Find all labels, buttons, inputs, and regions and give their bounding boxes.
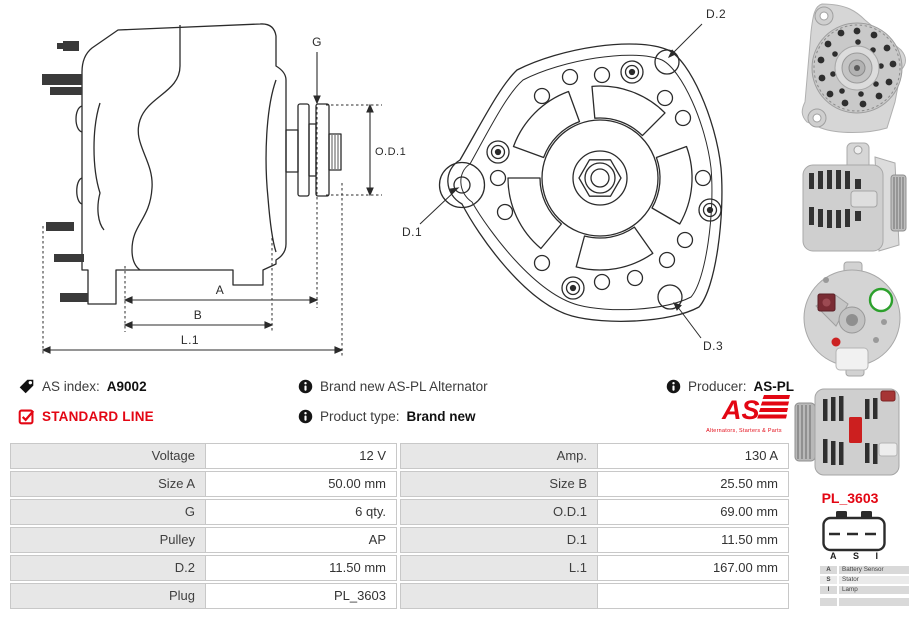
table-row [10,443,790,469]
plug-name-label: PL_3603 [821,490,879,506]
dim-label-od1: O.D.1 [375,146,407,158]
dim-label-d3: D.3 [703,339,724,353]
producer-label: Producer: [688,378,747,394]
as-index-row [18,376,147,396]
spec-value: 11.50 mm [597,527,789,553]
plug-pin-desc: Lamp [839,586,909,594]
dim-label-d2: D.2 [706,7,727,21]
plug-pin-i: I [875,551,878,561]
producer-value: AS-PL [753,378,795,394]
spec-label: G [10,499,206,525]
dim-label-d1: D.1 [402,225,423,239]
spec-label: Amp. [400,443,598,469]
spec-value: 25.50 mm [597,471,789,497]
dim-label-g: G [312,35,322,49]
product-photo-side-right[interactable] [795,139,910,258]
checkbox-checked-icon [18,408,35,425]
product-type-value: Brand new [406,408,476,424]
mounting-studs [42,41,88,302]
legend-row [820,586,909,594]
table-row [10,499,790,525]
dim-label-b: B [193,308,203,322]
plug-pin-letters [830,551,878,561]
brand-new-row [298,376,488,396]
standard-line-row [18,406,154,426]
spec-value: 130 A [597,443,789,469]
spec-label: Plug [10,583,206,609]
plug-pin-desc: Battery Sensor [839,566,909,574]
spec-value: 6 qty. [205,499,397,525]
dim-label-l1: L.1 [180,333,200,347]
spec-label [400,583,598,609]
plug-pin-s: S [852,551,859,561]
table-row [10,471,790,497]
spec-table [10,443,790,611]
product-type-label: Product type: [320,408,400,424]
info-icon [298,409,313,424]
front-view-drawing [400,0,740,365]
info-icon [298,379,313,394]
as-index-label: AS index: [42,378,100,394]
spec-label: L.1 [400,555,598,581]
product-photo-rear[interactable] [796,256,908,380]
plug-pin-a: A [830,551,837,561]
plug-diagram [822,510,886,552]
side-view-drawing [30,8,415,360]
spec-value: 69.00 mm [597,499,789,525]
dim-label-a: A [215,283,225,297]
tag-icon [18,378,35,395]
legend-row [820,576,909,584]
spec-label: Size B [400,471,598,497]
spec-value: 50.00 mm [205,471,397,497]
spec-value: AP [205,527,397,553]
plug-pin-label: S [820,576,837,584]
product-photo-front[interactable] [797,2,909,134]
brand-new-text: Brand new AS-PL Alternator [320,378,488,394]
legend-row [820,566,909,574]
spec-label: Size A [10,471,206,497]
product-type-row [298,406,476,426]
spec-label: Pulley [10,527,206,553]
plug-pin-desc: Stator [839,576,909,584]
spec-label: D.1 [400,527,598,553]
spec-value: PL_3603 [205,583,397,609]
as-pl-logo [694,392,794,436]
plug-pin-label: I [820,586,837,594]
table-row [10,583,790,609]
spec-value: 12 V [205,443,397,469]
logo-text: AS [722,395,760,425]
standard-line-badge: STANDARD LINE [42,408,154,424]
spec-label: Voltage [10,443,206,469]
as-index-value: A9002 [106,378,147,394]
logo-tagline: Alternators, Starters & Parts [706,428,782,434]
spec-label: D.2 [10,555,206,581]
table-row [10,527,790,553]
spec-value: 11.50 mm [205,555,397,581]
legend-row-empty [820,598,909,606]
spec-label: O.D.1 [400,499,598,525]
product-photo-side-left[interactable] [793,381,910,481]
spec-value: 167.00 mm [597,555,789,581]
table-row [10,555,790,581]
plug-legend [820,566,909,608]
plug-pin-label: A [820,566,837,574]
spec-value [597,583,789,609]
info-icon [666,379,681,394]
